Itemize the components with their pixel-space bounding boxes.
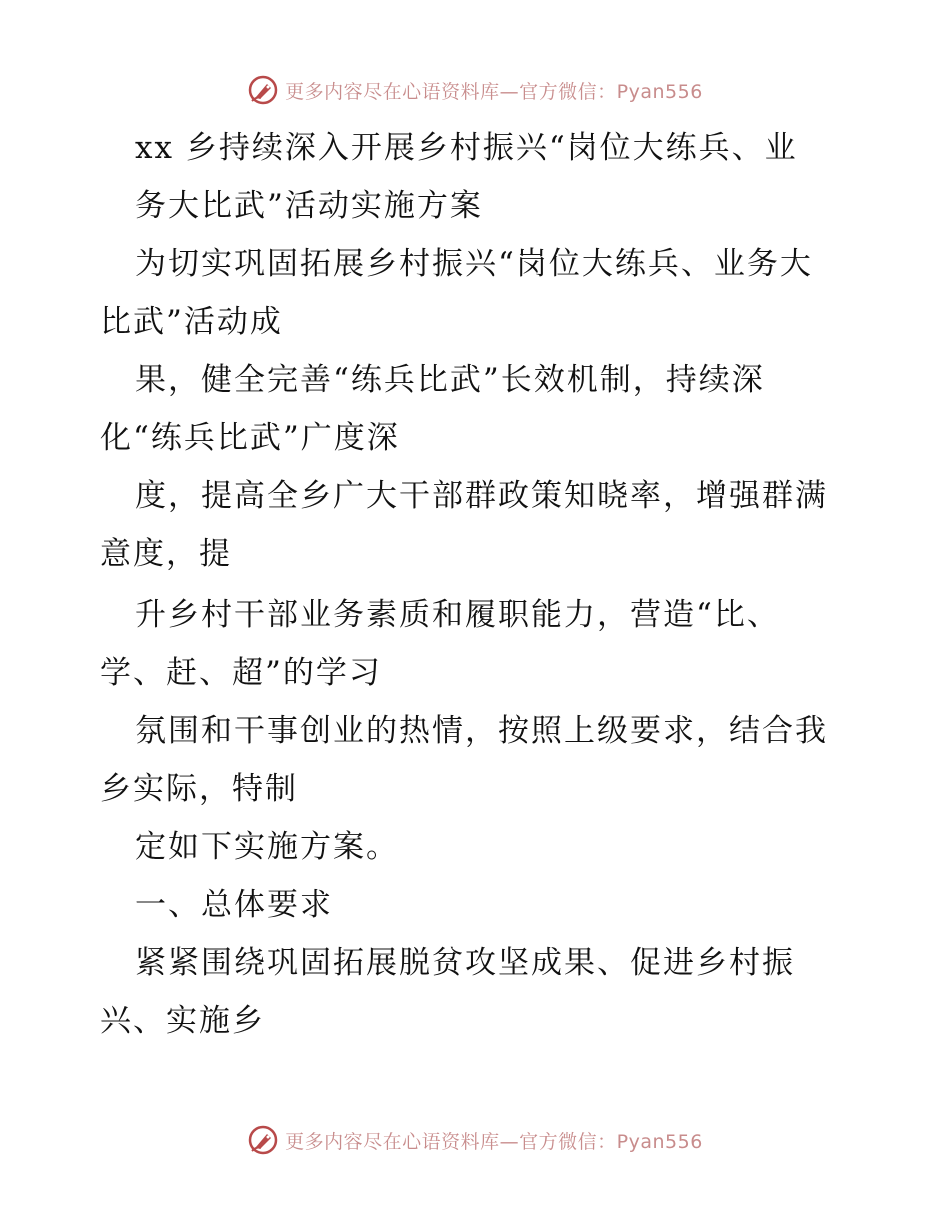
doc-line: 学、赶、超”的学习	[100, 655, 382, 691]
doc-line: 比武”活动成	[100, 304, 283, 340]
doc-line: 兴、实施乡	[100, 1003, 265, 1039]
doc-line: 乡实际，特制	[100, 771, 298, 807]
doc-line: 紧紧围绕巩固拓展脱贫攻坚成果、促进乡村振	[135, 945, 795, 981]
doc-line: 一、总体要求	[135, 887, 333, 923]
doc-line: 为切实巩固拓展乡村振兴“岗位大练兵、业务大	[135, 246, 813, 282]
doc-line: xx 乡持续深入开展乡村振兴“岗位大练兵、业	[135, 130, 798, 166]
doc-line: 氛围和干事创业的热情，按照上级要求，结合我	[135, 713, 828, 749]
doc-line: 升乡村干部业务素质和履职能力，营造“比、	[135, 597, 780, 633]
doc-line: 定如下实施方案。	[135, 829, 399, 865]
doc-line: 度，提高全乡广大干部群政策知晓率，增强群满	[135, 478, 828, 514]
doc-line: 务大比武”活动实施方案	[135, 188, 483, 224]
pen-nib-logo-icon	[247, 1124, 279, 1156]
doc-line: 化“练兵比武”广度深	[100, 420, 400, 456]
watermark-text: 更多内容尽在心语资料库—官方微信：Pyan556	[285, 1130, 703, 1153]
watermark-footer	[0, 1120, 950, 1160]
watermark-text: 更多内容尽在心语资料库—官方微信：Pyan556	[285, 80, 703, 103]
doc-line: 意度，提	[100, 536, 232, 572]
doc-line: 果，健全完善“练兵比武”长效机制，持续深	[135, 362, 765, 398]
